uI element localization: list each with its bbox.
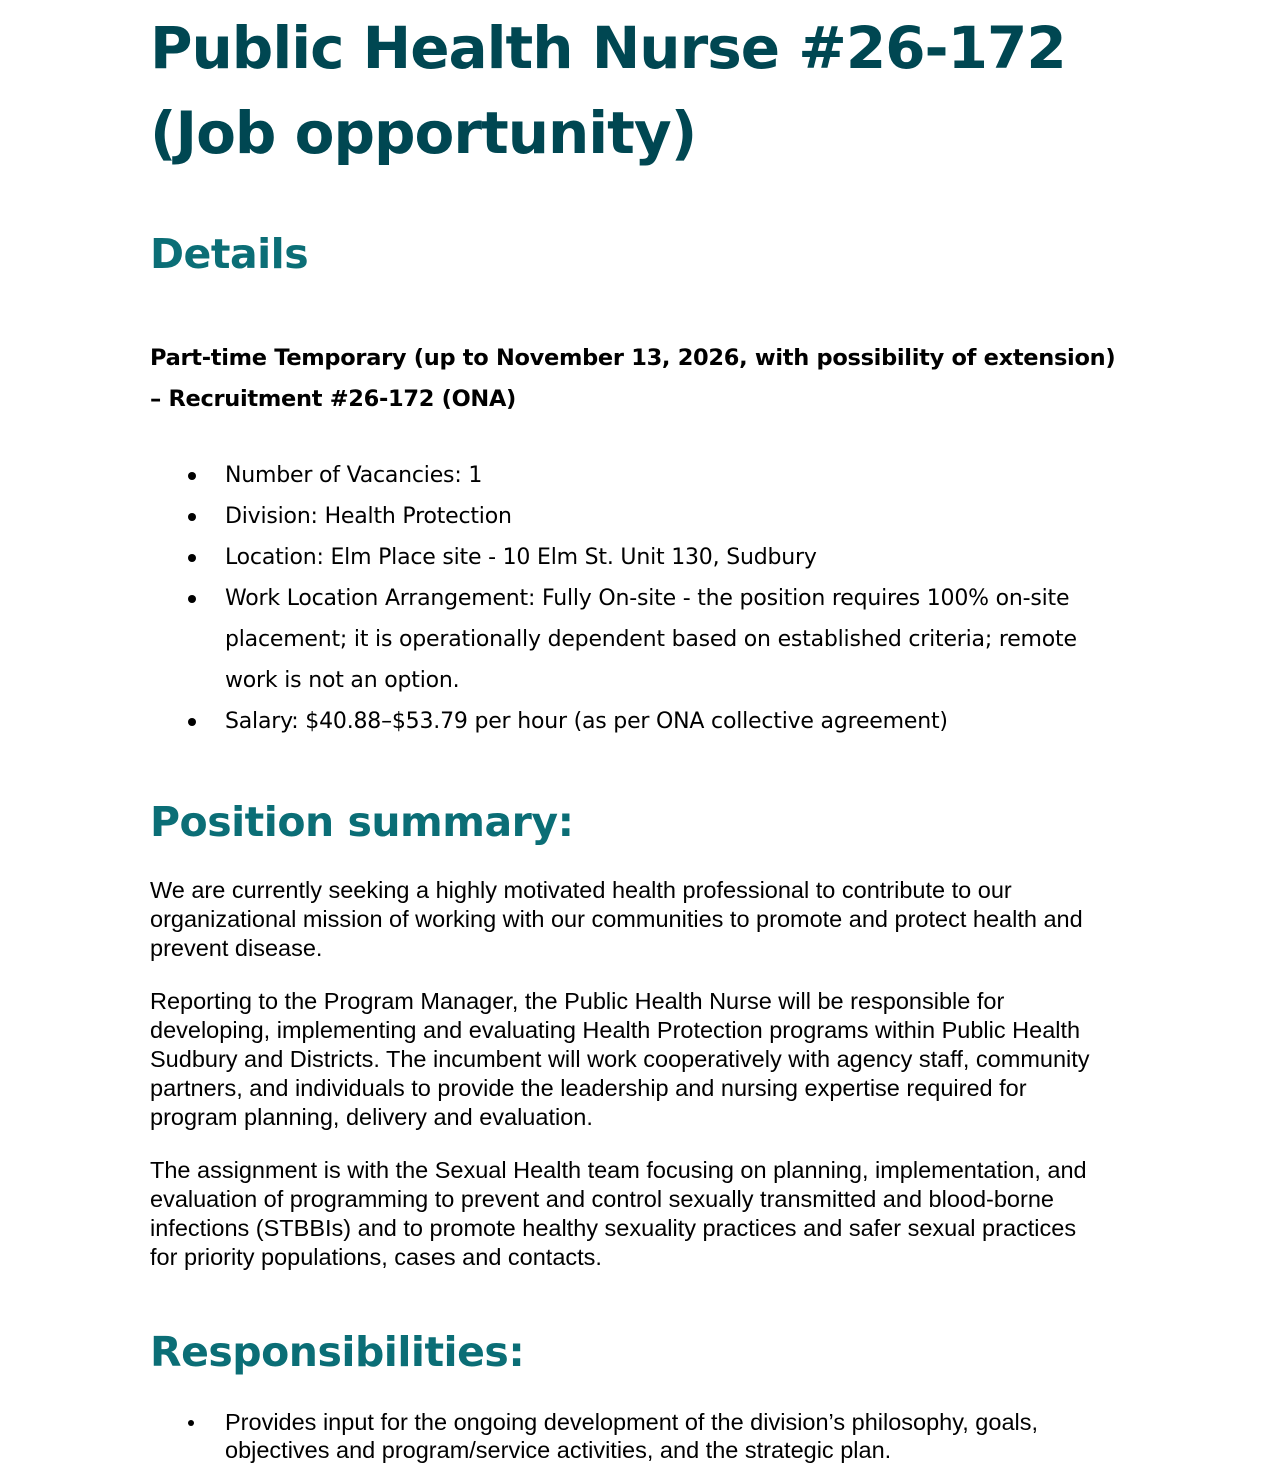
bullet-icon (188, 718, 196, 726)
summary-paragraph: We are currently seeking a highly motivated health professional to contribute to our organizational mission of working with our communities to promote and protect health and prevent disease. (150, 877, 1083, 961)
details-item-vacancies (150, 455, 1095, 496)
summary-paragraph: The assignment is with the Sexual Health team focusing on planning, implementation, and evaluation of programming to prevent and control sexually transmitted and blood-borne infections (STBBIs) and to promote healthy sexuality practices and safer sexual practices for priority populations, cases and contacts. (150, 1157, 1087, 1270)
position-type-subtitle: Part-time Temporary (up to November 13, 2026, with possibility of extension) – Recruitment #26-172 (ONA) (150, 345, 1116, 412)
details-item-work-arrangement (150, 578, 1095, 701)
details-item-text: Salary: $40.88–$53.79 per hour (as per ONA collective agreement) (225, 709, 948, 734)
page-title: Public Health Nurse #26-172 (Job opportunity) (150, 14, 1066, 167)
responsibilities-list (150, 1408, 1120, 1464)
details-item-location (150, 537, 1095, 578)
details-heading: Details (150, 230, 309, 278)
bullet-icon (188, 1420, 194, 1426)
details-item-text: Number of Vacancies: 1 (225, 463, 483, 488)
responsibilities-heading: Responsibilities: (150, 1328, 525, 1376)
bullet-icon (188, 554, 196, 562)
position-summary-heading: Position summary: (150, 798, 574, 846)
details-item-text: Division: Health Protection (225, 504, 512, 529)
job-posting-page (150, 0, 1120, 1464)
details-item-text: Location: Elm Place site - 10 Elm St. Unit 130, Sudbury (225, 545, 817, 570)
details-item-salary (150, 701, 1095, 742)
bullet-icon (188, 513, 196, 521)
details-item-division (150, 496, 1095, 537)
summary-paragraph: Reporting to the Program Manager, the Public Health Nurse will be responsible for developing, implementing and evaluating Health Protection programs within Public Health Sudbury and Districts. The incumbent will work cooperatively with agency staff, community partners, and individuals to provide the leadership and nursing expertise required for program planning, delivery and evaluation. (150, 988, 1090, 1130)
bullet-icon (188, 472, 196, 480)
details-list (150, 455, 1120, 742)
responsibility-item-text: Provides input for the ongoing development of the division’s philosophy, goals, objectives and program/service activities, and the strategic plan. (225, 1409, 1039, 1463)
bullet-icon (188, 595, 196, 603)
responsibility-item (150, 1408, 1105, 1464)
details-item-text: Work Location Arrangement: Fully On-site - the position requires 100% on-site placement; it is operationally dependent based on established criteria; remote work is not an option. (225, 586, 1077, 693)
